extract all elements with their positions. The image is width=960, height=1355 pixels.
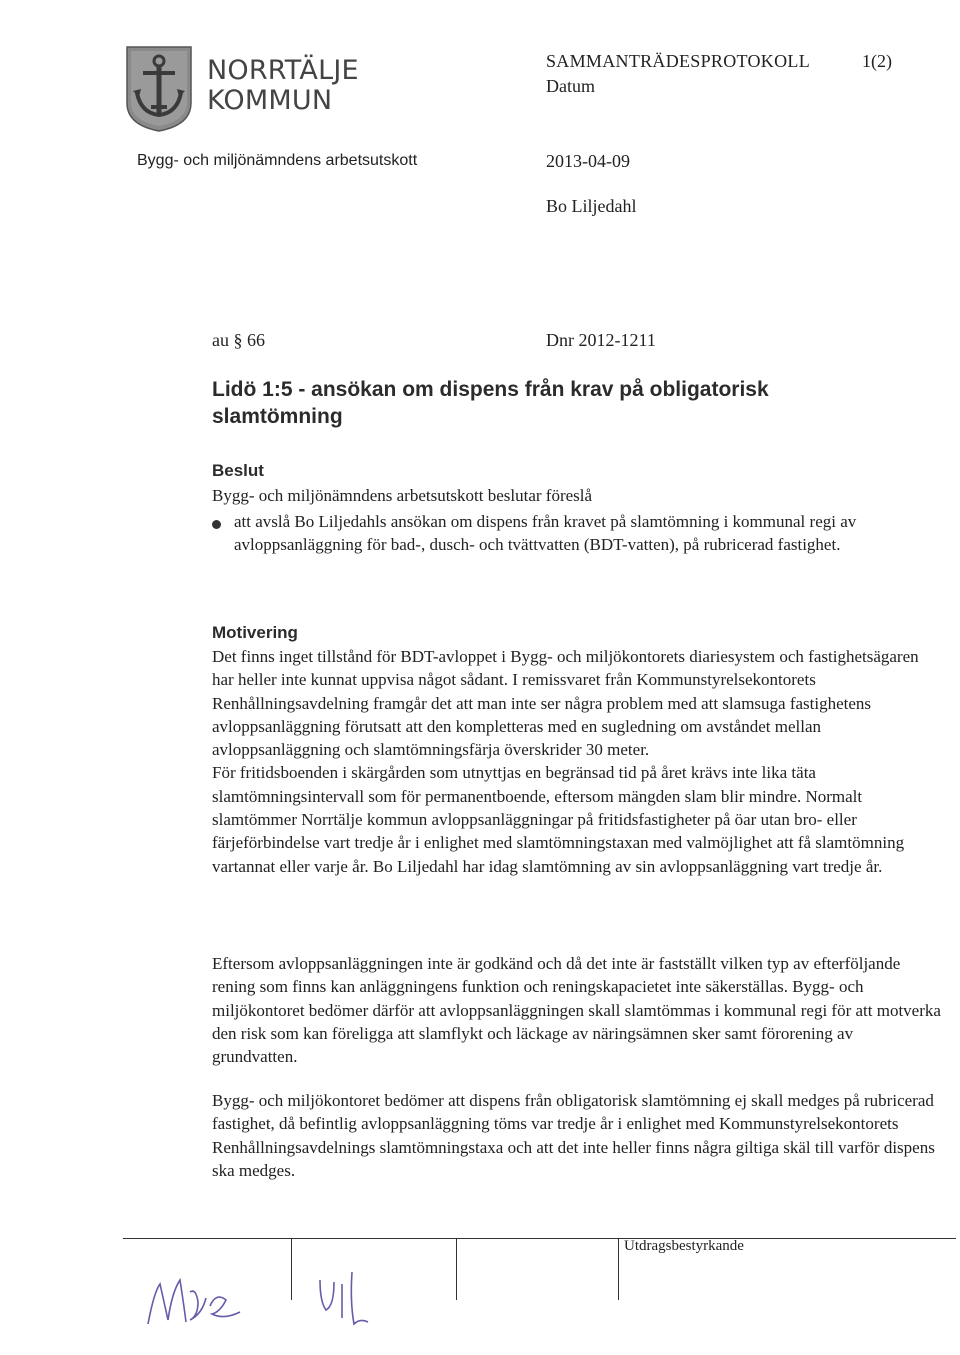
footer-divider (123, 1238, 956, 1239)
case-number: au § 66 (212, 330, 265, 350)
org-name-line1: NORRTÄLJE (207, 55, 359, 86)
beslut-intro: Bygg- och miljönämndens arbetsutskott beslutar föreslå (212, 486, 593, 505)
signature-cell-divider (456, 1238, 457, 1300)
extract-certification-label: Utdragsbestyrkande (624, 1238, 744, 1254)
applicant-name: Bo Liljedahl (546, 196, 637, 216)
motivering-paragraph-1: Det finns inget tillstånd för BDT-avloppet i Bygg- och miljökontorets diariesystem och fastighetsägaren har heller inte kunnat uppvisa något sådant. I remissvaret från Kommunstyrelsekontorets Renhållningsavdelning framgår det att man inte ser några problem med att slamsuga fastighetens avloppsanläggning förutsatt att den kompletteras med en sugledning om avståndet mellan avloppsanläggning och slamtömningsfärja överskrider 30 meter. (212, 647, 919, 760)
page-number: 1(2) (862, 51, 892, 71)
signature-initials-1 (140, 1262, 250, 1332)
organization-name (207, 56, 359, 116)
beslut-bullet-text: att avslå Bo Liljedahls ansökan om dispens från kravet på slamtömning i kommunal regi av avloppsanläggning för bad-, dusch- och tvättvatten (BDT-vatten), på rubricerad fastighet. (234, 512, 857, 555)
motivering-paragraph-2: För fritidsboenden i skärgården som utnyttjas en begränsad tid på året krävs inte lika täta slamtömningsintervall som för permanentboende, eftersom mängden slam blir mindre. Normalt slamtömmer Norrtälje kommun avloppsanläggningar på fritidsfastigheter på öar utan bro- eller färjeförbindelse vart tredje år i enlighet med slamtömningstaxan med valmöjlighet att få slamtömning vartannat eller varje år. Bo Liljedahl har idag slamtömning av sin avloppsanläggning vart tredje år. (212, 763, 905, 876)
municipality-emblem (125, 45, 193, 133)
document-title: SAMMANTRÄDESPROTOKOLL (546, 51, 810, 71)
signature-cell-divider (618, 1238, 619, 1300)
motivering-paragraph-3: Eftersom avloppsanläggningen inte är godkänd och då det inte är fastställt vilken typ av efterföljande rening som finns kan anläggningens funktion och reningskapacietet inte säkerställas. Bygg- och miljökontoret bedömer därför att avloppsanläggningen skall slamtömmas i kommunal regi för att motverka den risk som kan föreligga att slamflykt och läckage av näringsämnen sker samt förorening av grundvatten. (212, 954, 941, 1067)
signature-initials-2 (312, 1262, 392, 1332)
meeting-date: 2013-04-09 (546, 151, 630, 171)
motivering-block-1 (212, 645, 942, 878)
motivering-heading: Motivering (212, 623, 298, 642)
signature-cell-divider (291, 1238, 292, 1300)
beslut-heading: Beslut (212, 461, 264, 480)
committee-name: Bygg- och miljönämndens arbetsutskott (137, 152, 418, 169)
diary-number: Dnr 2012-1211 (546, 330, 656, 350)
case-title: Lidö 1:5 - ansökan om dispens från krav på obligatorisk slamtömning (212, 378, 769, 428)
org-name-line2: KOMMUN (207, 85, 333, 116)
date-label: Datum (546, 76, 595, 96)
bullet-icon (212, 520, 221, 529)
motivering-paragraph-4: Bygg- och miljökontoret bedömer att dispens från obligatorisk slamtömning ej skall medges på rubricerad fastighet, då befintlig avloppsanläggning töms var tredje år i enlighet med Kommunstyrelsekontorets Renhållningsavdelnings slamtömningstaxa och att det inte heller finns några giltiga skäl till varför dispens ska medges. (212, 1091, 935, 1180)
